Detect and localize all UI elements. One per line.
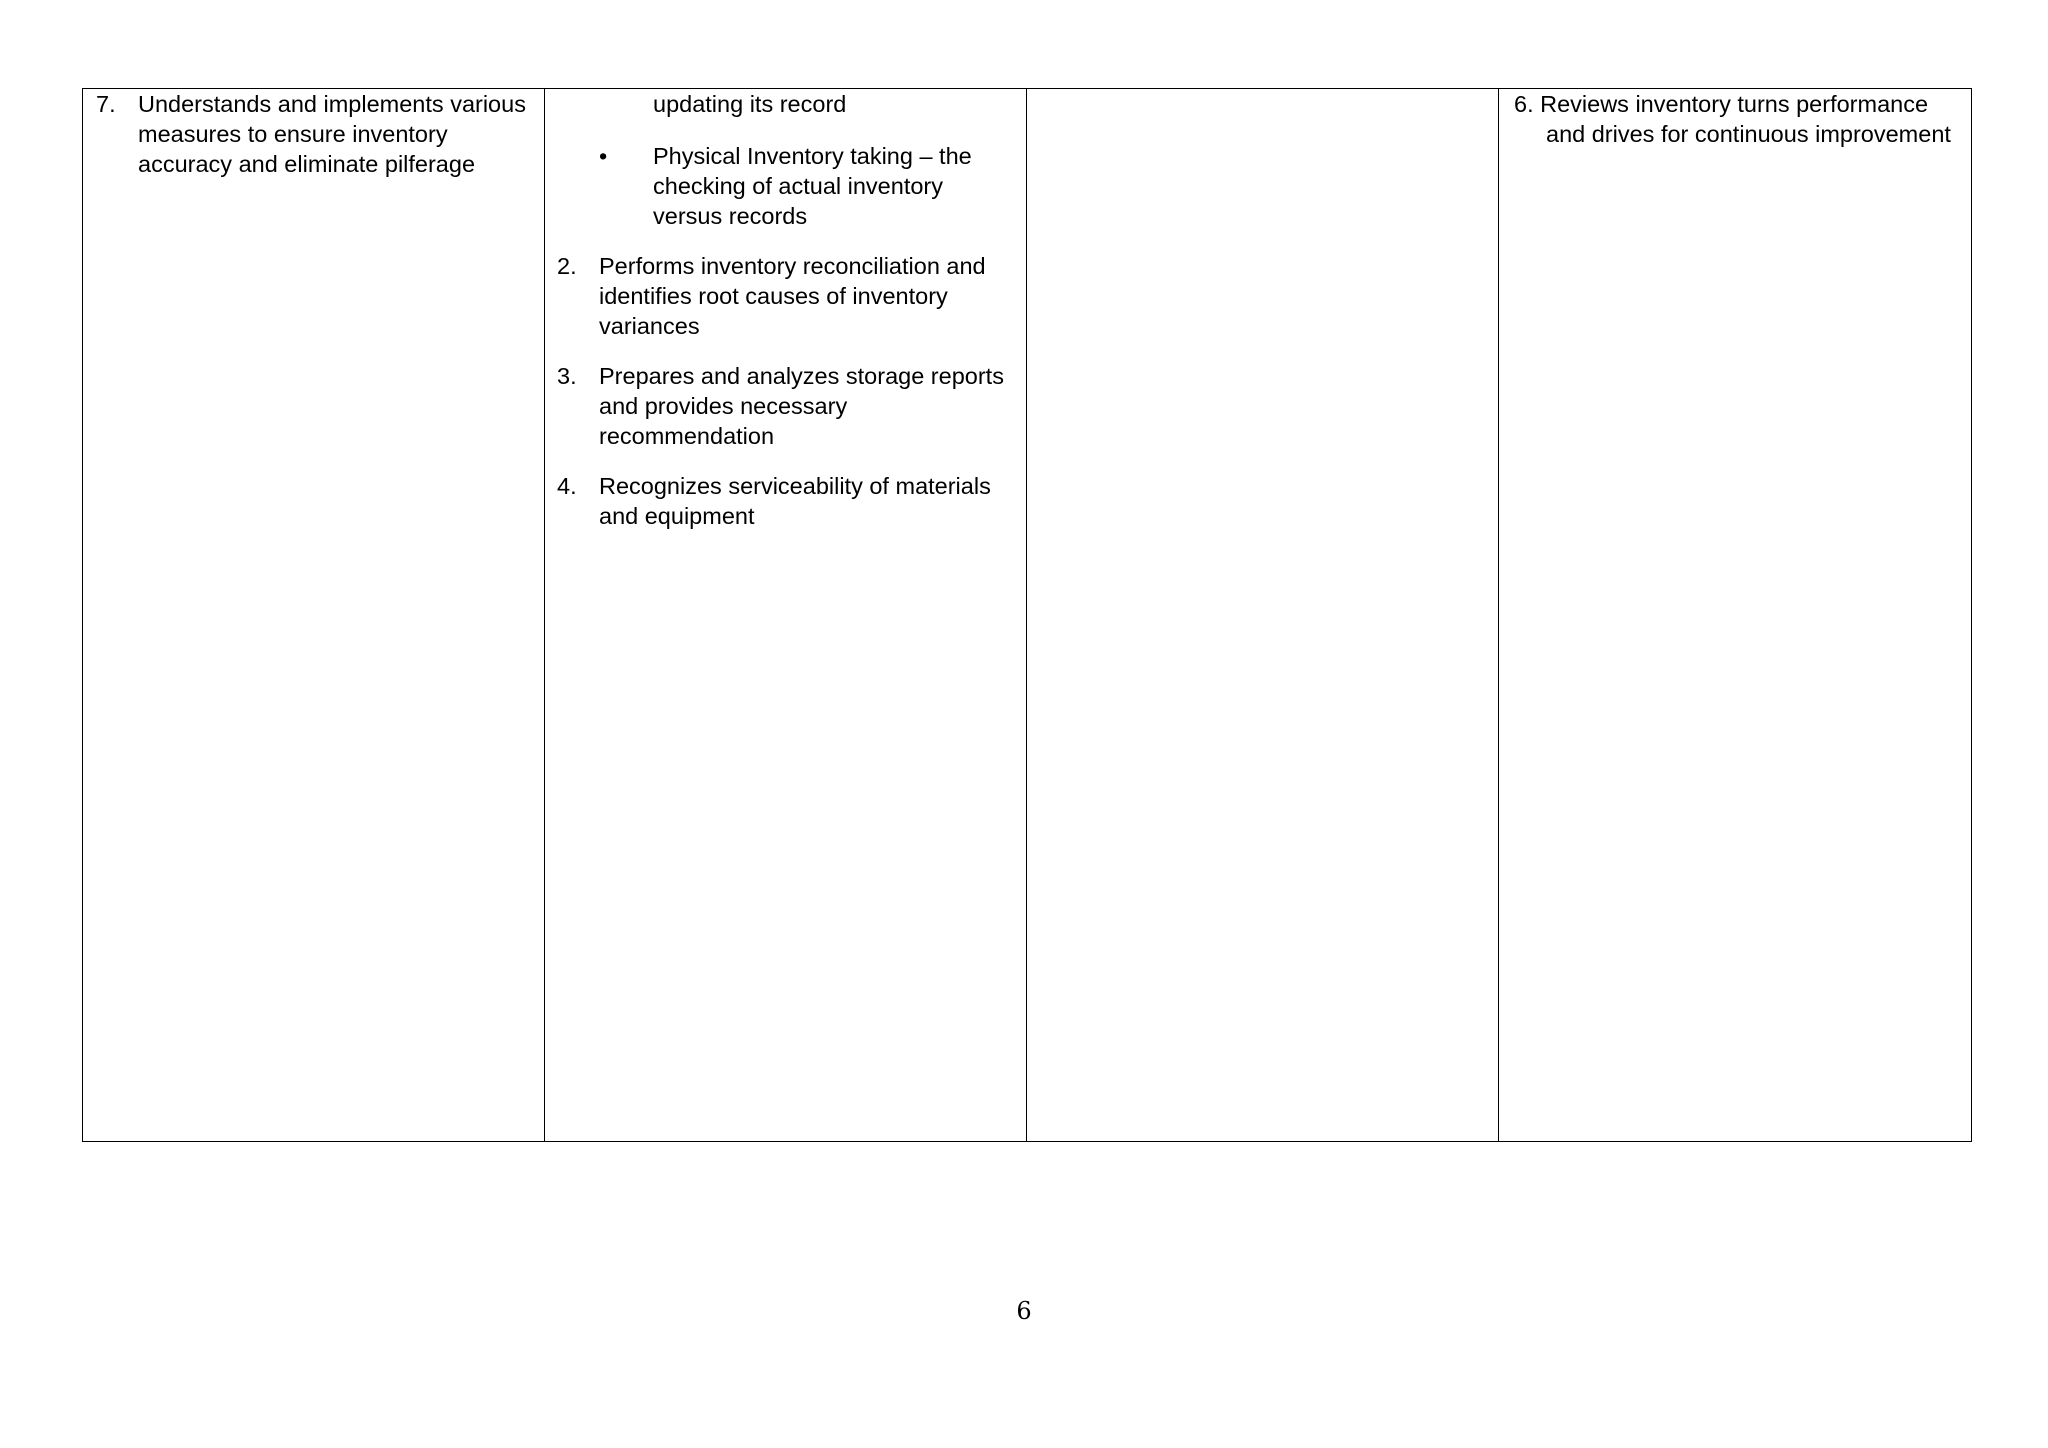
bullet-icon: • bbox=[599, 143, 608, 169]
item-number: 2. bbox=[557, 253, 577, 279]
continuation-text: updating its record bbox=[653, 91, 847, 117]
page-number: 6 bbox=[1016, 1297, 1032, 1325]
list-item bbox=[96, 89, 534, 179]
item-number: 4. bbox=[557, 473, 577, 499]
item-rest-text: and drives for continuous improvement bbox=[1546, 121, 1951, 147]
list-item bbox=[557, 361, 1018, 451]
table-cell-col3 bbox=[1027, 89, 1499, 1142]
table-row bbox=[83, 89, 1972, 1142]
item-text: Understands and implements various measures to ensure inventory accuracy and eliminate pilferage bbox=[138, 91, 526, 177]
table-cell-col1 bbox=[83, 89, 545, 1142]
table-cell-col4 bbox=[1499, 89, 1972, 1142]
table-cell-col2 bbox=[545, 89, 1027, 1142]
item-number: 7. bbox=[96, 91, 116, 117]
item-text: Performs inventory reconciliation and identifies root causes of inventory variances bbox=[599, 253, 986, 339]
bullet-item bbox=[557, 141, 1018, 231]
item-text: Recognizes serviceability of materials and equipment bbox=[599, 473, 991, 529]
competency-table bbox=[82, 88, 1972, 1142]
item-number: 3. bbox=[557, 363, 577, 389]
list-item bbox=[557, 251, 1018, 341]
item-first-line: 6. Reviews inventory turns performance bbox=[1514, 91, 1929, 117]
item-text: Prepares and analyzes storage reports and provides necessary recommendation bbox=[599, 363, 1004, 449]
bullet-text: Physical Inventory taking – the checking of actual inventory versus records bbox=[653, 143, 972, 229]
list-item bbox=[1514, 89, 1961, 149]
list-item bbox=[557, 471, 1018, 531]
